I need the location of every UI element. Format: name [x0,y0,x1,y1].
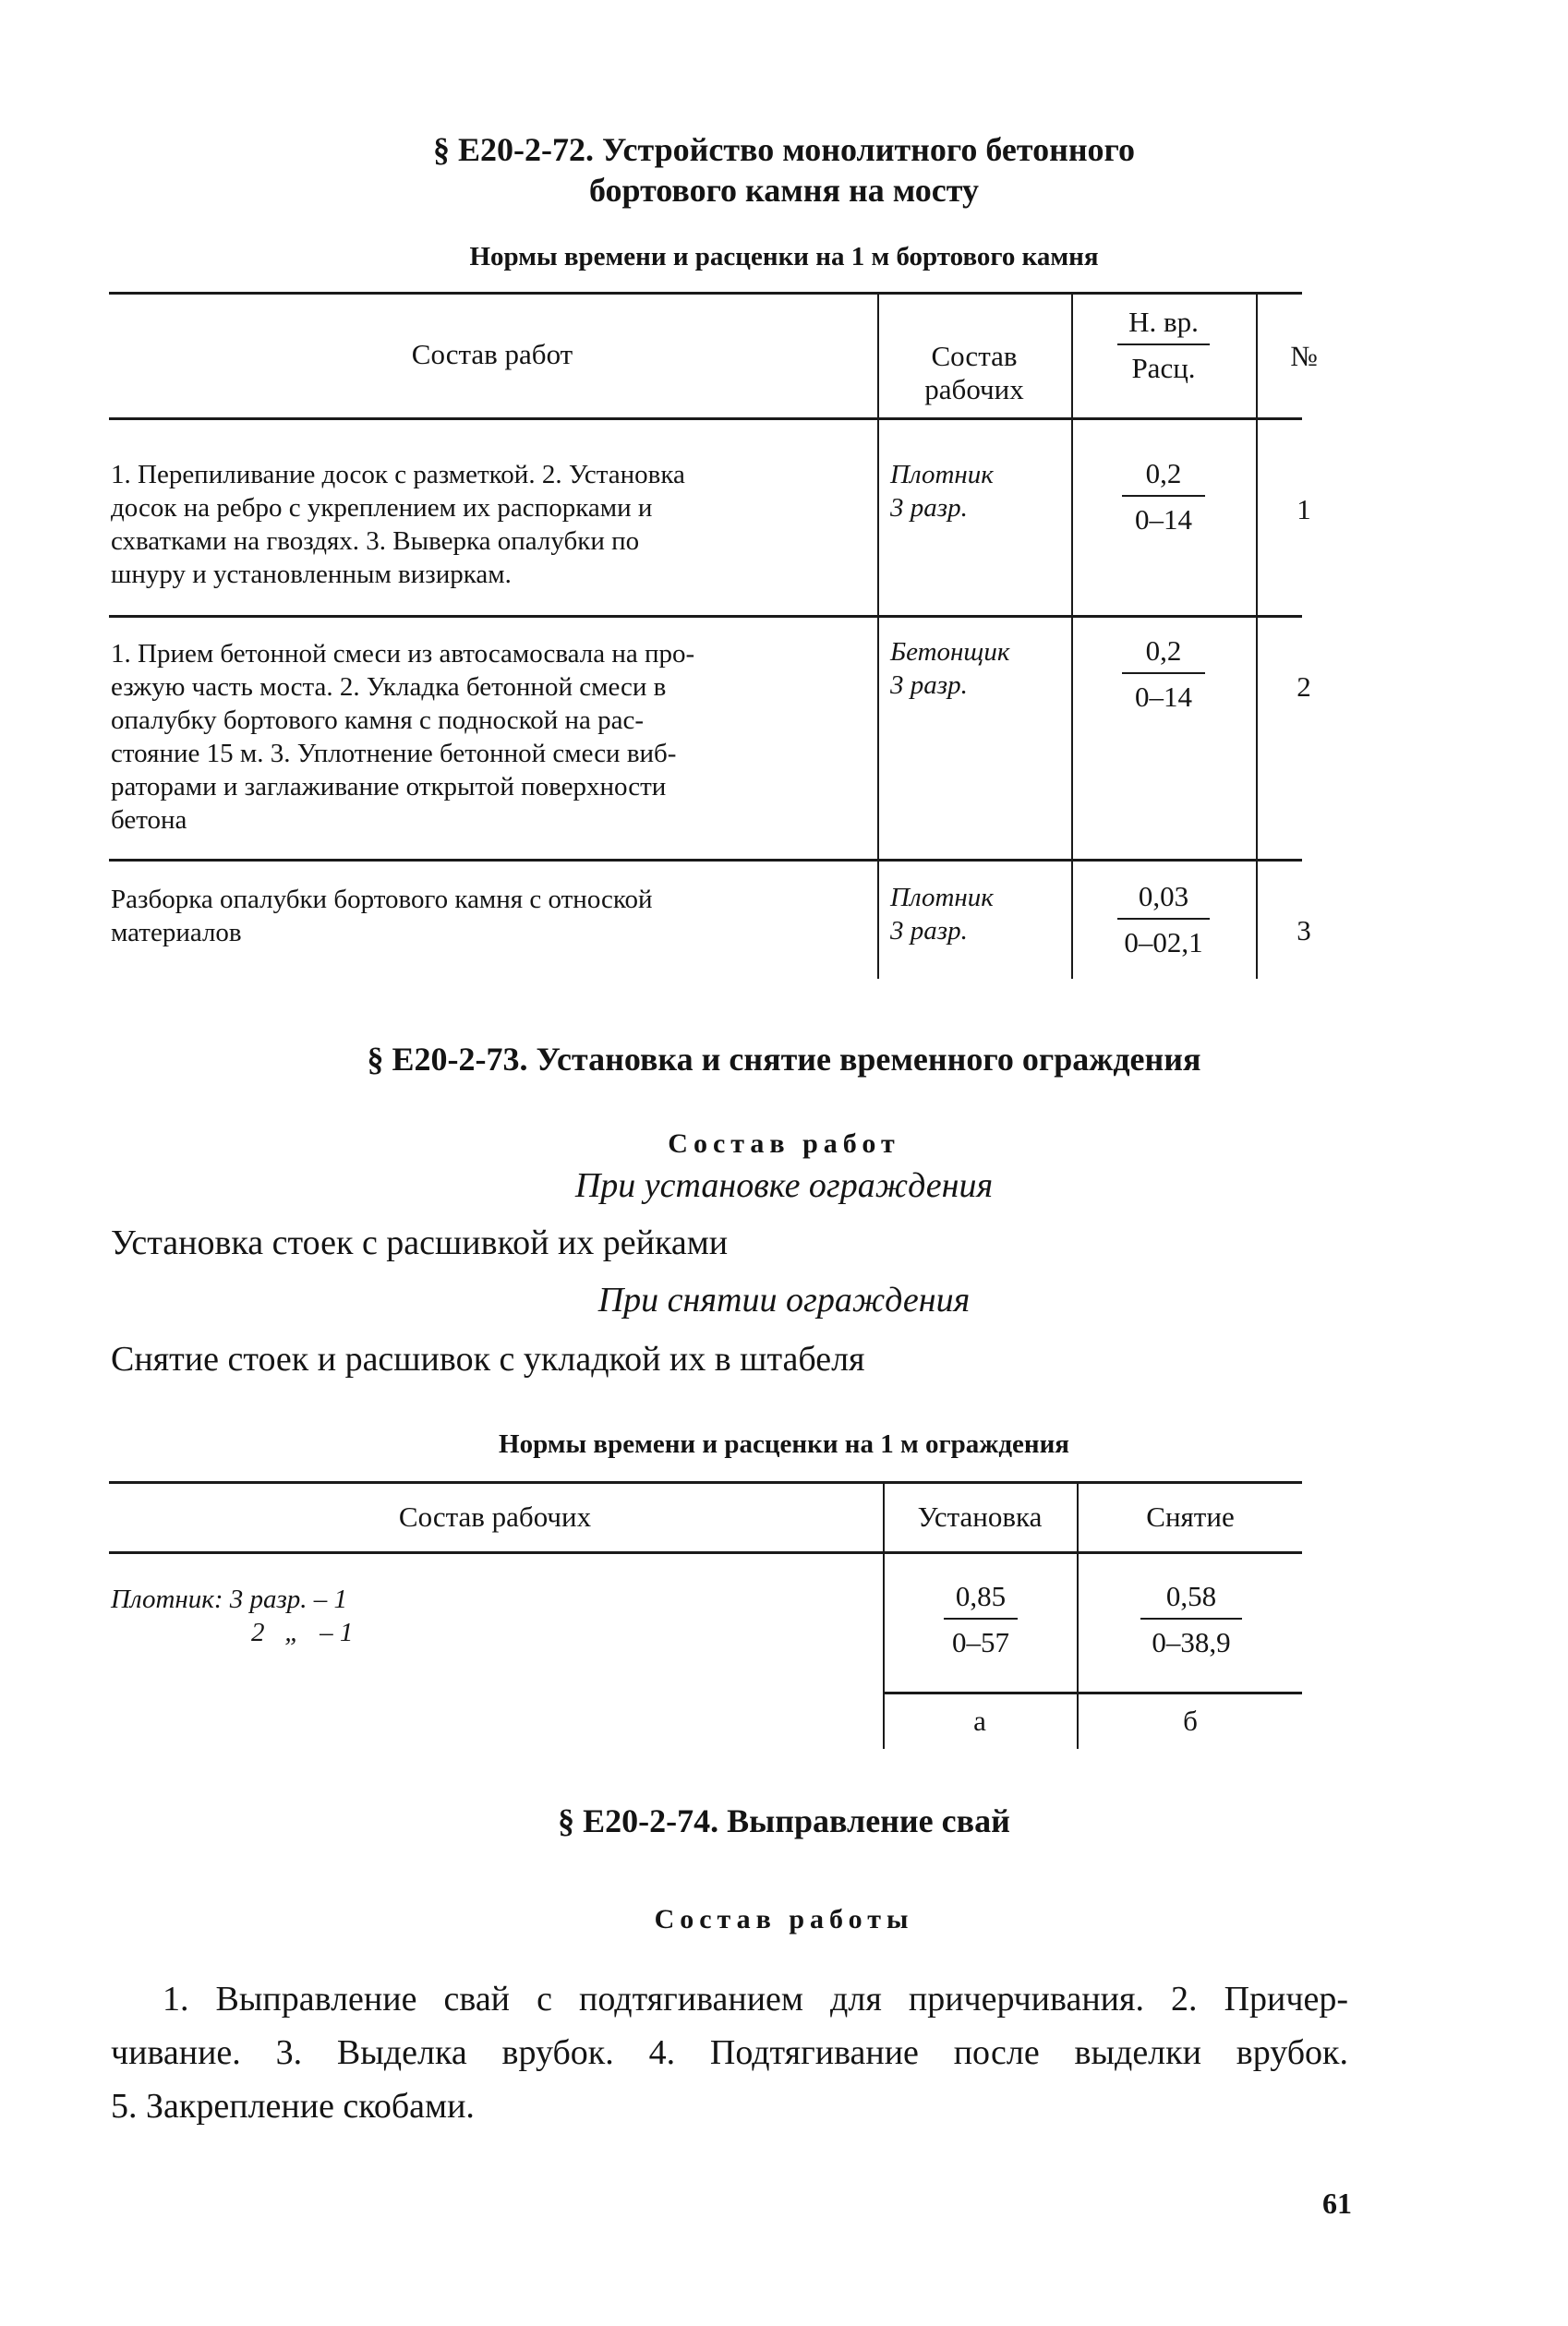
s73-index-rule [885,1692,1302,1694]
s72-row-3-norm-value: 0,03 [1138,880,1189,912]
s72-row-2-line: бетона [111,805,187,835]
s72-row-2-worker-name: Бетонщик [890,637,1010,667]
s73-header-remove: Снятие [1146,1500,1235,1533]
s72-row-2-rate-value: 0–14 [1135,681,1192,713]
s72-row-1-norm [1088,456,1239,537]
s72-row-3-line: материалов [111,918,242,947]
s73-install-rate-value: 0–57 [952,1626,1009,1658]
s72-header-fraction-bar [1117,343,1210,345]
s73-install-norm [905,1579,1056,1660]
s72-title-line1: § Е20-2-72. Устройство монолитного бетонного [432,131,1136,168]
s73-header-workers: Состав рабочих [398,1500,592,1533]
s72-row-3-worker [890,881,994,947]
s72-row-2-line: стояние 15 м. 3. Уплотнение бетонной смеси виб- [111,739,677,768]
s72-header-norm [1088,305,1239,386]
s73-remove-norm-value: 0,58 [1165,1580,1217,1612]
s72-col-divider-3 [1256,294,1258,979]
s72-row2-rule [109,859,1302,862]
s72-row-2-line: 1. Прием бетонной смеси из автосамосвала на про- [111,639,695,669]
s72-header-workers-line1: Состав [931,340,1018,372]
s72-row1-rule [109,615,1302,618]
s72-title-line2: бортового камня на мосту [589,172,979,209]
s72-header-workers-line2: рабочих [924,373,1024,405]
s72-row-1-norm-value: 0,2 [1145,457,1182,489]
s72-row-3-num: 3 [1297,914,1311,946]
s72-row-2-worker-grade: 3 разр. [890,670,968,700]
s72-row-2-works [111,637,868,837]
s72-row-2-norm [1088,633,1239,715]
s73-remove-text: Снятие стоек и расшивок с укладкой их в штабеля [111,1340,865,1379]
s72-header-num: № [1290,340,1318,372]
page-number: 61 [1322,2187,1352,2220]
s73-title: § Е20-2-73. Установка и снятие временного ограждения [367,1041,1201,1078]
s72-row-3-worker-name: Плотник [890,883,994,912]
s72-row-2-fraction-bar [1122,672,1205,674]
s72-row-3-norm [1088,879,1239,960]
s72-row-2-line: раторами и заглаживание открытой поверхности [111,772,667,801]
s72-row-2-line: опалубку бортового камня с подноской на рас- [111,705,645,735]
s73-install-fraction-bar [944,1618,1018,1620]
s73-remove-subheading: При снятии ограждения [597,1281,971,1320]
s72-header-works: Состав работ [411,338,573,370]
s74-paragraph-line: 5. Закрепление скобами. [111,2087,475,2126]
s73-install-subheading: При установке ограждения [574,1166,994,1205]
s72-header-rule [109,417,1302,420]
s72-row-1-line: 1. Перепиливание досок с разметкой. 2. Установка [111,460,685,489]
s72-row-3-rate-value: 0–02,1 [1124,926,1203,958]
s72-row-1-line: схватками на гвоздях. 3. Выверка опалубки по [111,526,640,556]
s73-remove-rate-value: 0–38,9 [1152,1626,1231,1658]
s73-table-top-rule [109,1481,1302,1484]
s73-install-norm-value: 0,85 [955,1580,1007,1612]
s72-row-1-worker [890,458,994,524]
s74-work-heading: Состав работы [654,1904,914,1934]
s72-row-3-line: Разборка опалубки бортового камня с отноской [111,885,653,914]
s73-header-install: Установка [917,1500,1043,1533]
s74-paragraph-line: чивание. 3. Выделка врубок. 4. Подтягивание после выделки врубок. [111,2033,1348,2072]
s72-table-top-rule [109,292,1302,295]
s72-row-1-line: шнуру и установленным визиркам. [111,560,512,589]
s74-title: § Е20-2-74. Выправление свай [558,1802,1010,1839]
s73-remove-norm [1108,1579,1274,1660]
s72-row-3-worker-grade: 3 разр. [890,916,968,946]
s72-col-divider-2 [1071,294,1073,979]
s73-install-text: Установка стоек с расшивкой их рейками [111,1223,729,1262]
s72-header-workers [879,340,1069,406]
s72-row-1-num: 1 [1297,493,1311,525]
s74-paragraph-line: 1. Выправление свай с подтягиванием для причерчивания. 2. Причер- [163,1980,1348,2019]
s73-caption: Нормы времени и расценки на 1 м ограждения [499,1429,1069,1459]
s72-header-rate-label: Расц. [1131,352,1196,384]
s72-row-1-works [111,458,868,591]
s72-caption: Нормы времени и расценки на 1 м бортового камня [469,242,1099,271]
s72-row-3-works [111,883,868,949]
s73-workers-line1: Плотник: 3 разр. – 1 [111,1585,348,1614]
s72-row-2-num: 2 [1297,670,1311,703]
s73-col-b: б [1183,1705,1198,1737]
s72-row-1-worker-name: Плотник [890,460,994,489]
s72-row-3-fraction-bar [1117,918,1210,920]
s72-row-2-norm-value: 0,2 [1145,634,1182,667]
s72-row-1-fraction-bar [1122,495,1205,497]
s72-row-2-line: езжую часть моста. 2. Укладка бетонной смеси в [111,672,667,702]
s72-row-1-worker-grade: 3 разр. [890,493,968,523]
s73-remove-fraction-bar [1140,1618,1242,1620]
s73-workers-line2: 2 „ – 1 [251,1618,354,1647]
s73-col-a: а [973,1705,986,1737]
s72-header-norm-label: Н. вр. [1128,306,1199,338]
s73-work-heading: Состав работ [668,1128,900,1159]
s74-paragraph [111,1972,1348,2133]
s72-row-1-rate-value: 0–14 [1135,503,1192,536]
s72-row-2-worker [890,635,1009,702]
s72-row-1-line: досок на ребро с укреплением их распорками и [111,493,653,523]
s73-header-rule [109,1551,1302,1554]
